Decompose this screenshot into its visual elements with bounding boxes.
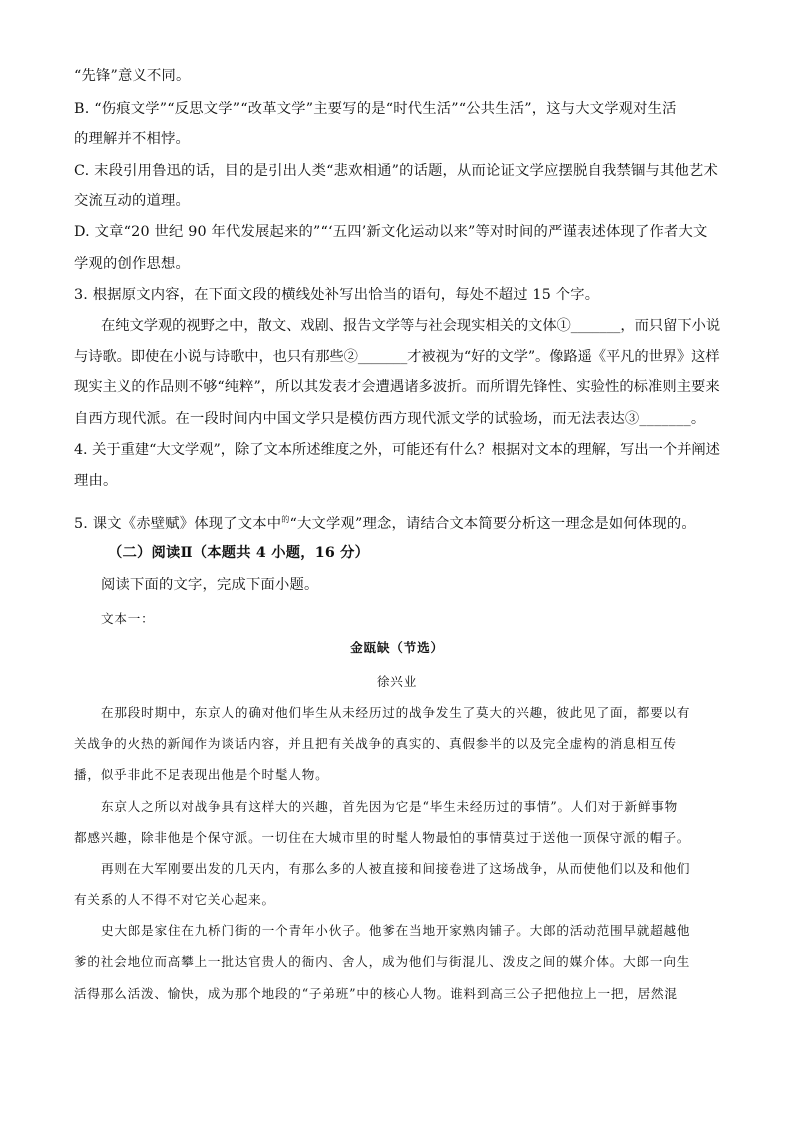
question-5-superscript: 的: [281, 515, 290, 524]
story-line: 都感兴趣，除非他是个保守派。一切住在大城市里的时髦人物最怕的事情莫过于送他一顶保守派的帽子。: [74, 830, 691, 845]
story-line: 在那段时期中，东京人的确对他们毕生从未经历过的战争发生了莫大的兴趣，彼此见了面，都要以有: [101, 705, 691, 720]
option-d-line-1: D. 文章“20 世纪 90 年代发展起来的”“‘五四’新文化运动以来”等对时间的严谨表述体现了作者大文: [74, 224, 708, 240]
passage-line-4: 自西方现代派。在一段时间内中国文学只是模仿西方现代派文学的试验场，而无法表达③_______。: [74, 411, 706, 427]
text-label: 文本一：: [101, 611, 155, 626]
story-title: 金瓯缺（节选）: [350, 640, 444, 655]
option-b-line-1: B. “伤痕文学”“反思文学”“改革文学”主要写的是“时代生活”“公共生活”，这与大文学观对生活: [74, 101, 677, 117]
question-3: 3. 根据原文内容，在下面文段的横线处补写出恰当的语句，每处不超过 15 个字。: [74, 287, 600, 303]
story-line: 东京人之所以对战争具有这样大的兴趣，首先因为它是“毕生未经历过的事情”。人们对于新鲜事物: [101, 799, 679, 814]
story-line: 史大郎是家住在九桥门街的一个青年小伙子。他爹在当地开家熟肉铺子。大郎的活动范围早就超越他: [101, 923, 691, 938]
story-line: 爹的社会地位而高攀上一批达官贵人的衙内、舍人，成为他们与街混儿、泼皮之间的媒介体。大郎一向生: [74, 954, 691, 969]
passage-line-1: 在纯文学观的视野之中，散文、戏剧、报告文学等与社会现实相关的文体①_______，而只留下小说: [101, 318, 721, 334]
story-line: 活得那么活泼、愉快，成为那个地段的“子弟班”中的核心人物。谁料到高三公子把他拉上一把，居然混: [74, 986, 678, 1001]
passage-line-3: 现实主义的作品则不够“纯粹”，所以其发表才会遭遇诸多波折。而所谓先锋性、实验性的标准则主要来: [74, 379, 720, 395]
option-c-line-1: C. 末段引用鲁迅的话，目的是引出人类“悲欢相通”的话题，从而论证文学应摆脱自我禁锢与其他艺术: [74, 163, 719, 179]
instruction: 阅读下面的文字，完成下面小题。: [101, 577, 319, 593]
story-line: 播，似乎非此不足表现出他是个时髦人物。: [74, 767, 329, 782]
question-5-before: 5. 课文《赤壁赋》体现了文本中: [74, 516, 282, 532]
story-author: 徐兴业: [376, 674, 418, 689]
option-d-line-2: 学观的创作思想。: [74, 256, 190, 272]
option-b-line-2: 的理解并不相悖。: [74, 131, 190, 147]
question-4-line-1: 4. 关于重建“大文学观”，除了文本所述维度之外，可能还有什么？根据对文本的理解，写出一个并阐述: [74, 442, 720, 458]
section-heading: （二）阅读Ⅱ（本题共 4 小题，16 分）: [108, 545, 370, 561]
story-line: 再则在大军刚要出发的几天内，有那么多的人被直接和间接卷进了这场战争，从而使他们以及和他们: [101, 861, 691, 876]
story-line: 有关系的人不得不对它关心起来。: [74, 892, 275, 907]
question-5-after: “大文学观”理念，请结合文本简要分析这一理念是如何体现的。: [289, 516, 696, 532]
passage-line-2: 与诗歌。即使在小说与诗歌中，也只有那些②_______才被视为“好的文学”。像路遥《平凡的世界》这样: [74, 349, 720, 365]
text-line: “先锋”意义不同。: [74, 68, 191, 84]
option-c-line-2: 交流互动的道理。: [74, 193, 190, 209]
question-5: [74, 510, 696, 534]
story-line: 关战争的火热的新闻作为谈话内容，并且把有关战争的真实的、真假参半的以及完全虚构的消息相互传: [74, 736, 677, 751]
question-4-line-2: 理由。: [74, 473, 118, 489]
